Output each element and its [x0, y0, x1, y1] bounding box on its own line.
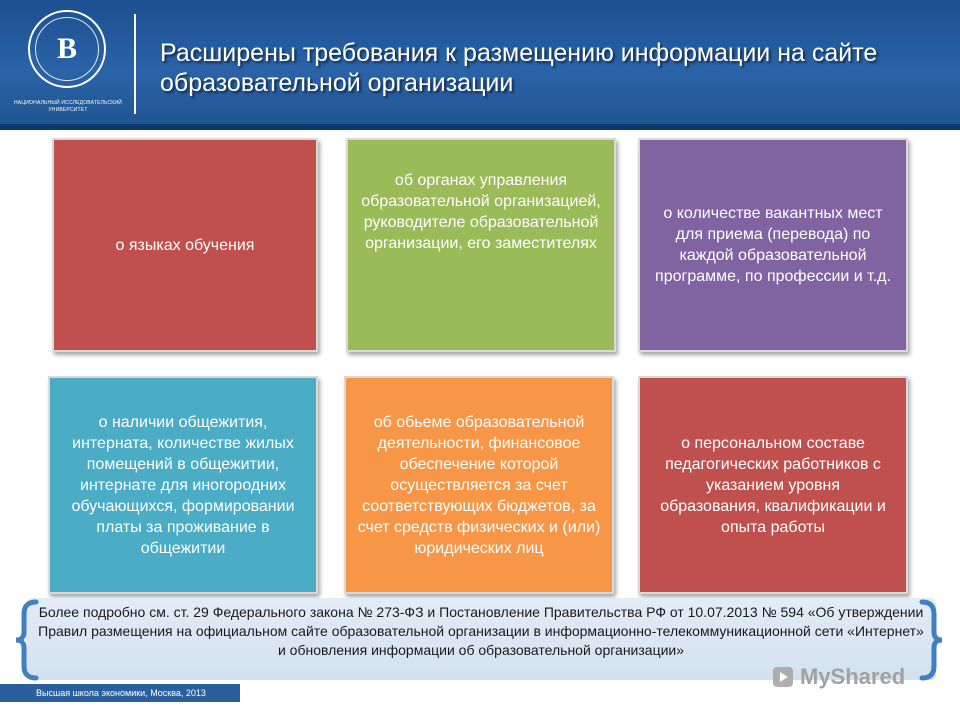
- watermark-text: MyShared: [800, 664, 906, 689]
- info-box-text: об обьеме образовательной деятельности, финансовое обеспечение которой осуществляется за счет соответствующих бюджетов, за счет средств физических и (или) юридических лиц: [357, 413, 601, 557]
- logo-letter: B: [56, 32, 77, 65]
- info-box-staff: [638, 376, 908, 594]
- watermark: [772, 660, 932, 694]
- info-box-finance: [344, 376, 614, 594]
- info-box-text: о количестве вакантных мест для приема (перевода) по каждой образовательной программе, по профессии и т.д.: [655, 205, 891, 285]
- play-triangle-icon: [772, 666, 794, 688]
- slide-title: Расширены требования к размещению информации на сайте образовательной организации: [160, 39, 878, 97]
- info-box-text: об органах управления образовательной организацией, руководителе образовательной организации, его заместителях: [361, 172, 601, 252]
- footer-text: Высшая школа экономики, Москва, 2013: [36, 688, 206, 698]
- info-box-languages: [52, 138, 318, 352]
- info-box-text: о персональном составе педагогических работников с указанием уровня образования, квалификации и опыта работы: [660, 434, 886, 536]
- reference-note: Более подробно см. ст. 29 Федерального закона № 273-ФЗ и Постановление Правительства РФ от 10.07.2013 № 594 «Об утверждении Правил размещения на официальном сайте образовательной организации в информационно-телекоммуникационной сети «Интернет» и обновления информации об образовательной организации»: [38, 604, 924, 658]
- header-divider: [134, 14, 136, 114]
- info-box-dormitory: [48, 376, 318, 594]
- university-logo: [28, 10, 106, 88]
- header-band: [0, 124, 960, 130]
- info-box-vacancies: [638, 138, 908, 352]
- info-box-text: о языках обучения: [115, 236, 255, 254]
- info-box-text: о наличии общежития, интерната, количестве жилых помещений в общежитии, интернате для иногородних обучающихся, формировании платы за проживание в общежитии: [71, 413, 295, 557]
- info-box-governance: [346, 138, 616, 352]
- logo-caption: НАЦИОНАЛЬНЫЙ ИССЛЕДОВАТЕЛЬСКИЙ УНИВЕРСИТЕТ: [14, 100, 122, 113]
